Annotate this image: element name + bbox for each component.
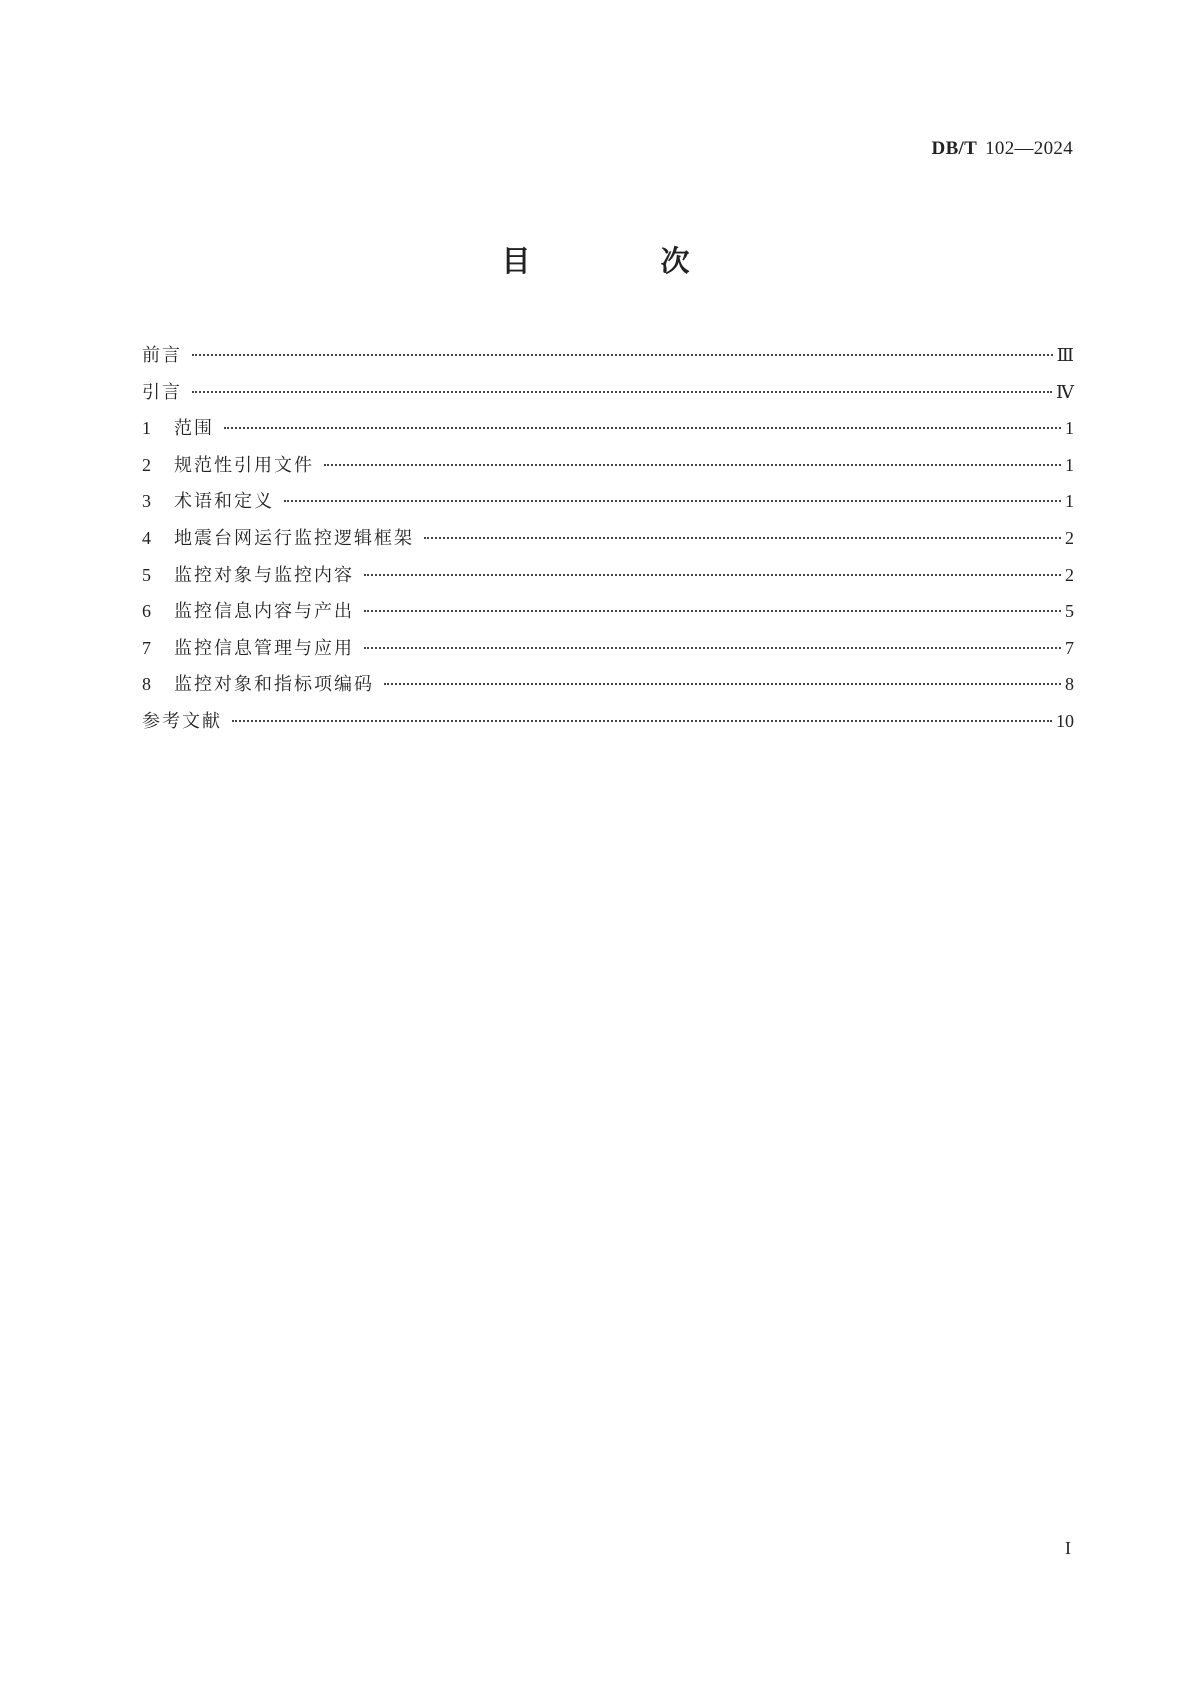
toc-entry-label: 引言 [142,381,182,403]
document-code [932,138,1073,160]
toc-entry-scope[interactable] [142,414,1074,451]
toc-entry-label: 参考文献 [142,710,222,732]
toc-dot-leader [364,574,1061,576]
toc-dot-leader [192,354,1053,356]
toc-entry-page: 1 [1065,454,1074,475]
toc-dot-leader [364,647,1061,649]
toc-entry-number: 8 [142,674,151,695]
document-code-number: 102—2024 [985,138,1073,159]
toc-entry-page: 2 [1065,564,1074,585]
toc-list [142,341,1074,744]
toc-dot-leader [192,391,1052,393]
toc-entry-label: 监控信息管理与应用 [174,637,354,659]
toc-entry-label: 范围 [174,418,214,440]
toc-entry-number: 7 [142,637,151,658]
toc-entry-page: Ⅲ [1056,345,1074,365]
toc-entry-logic-framework[interactable] [142,524,1074,561]
toc-entry-number: 4 [142,527,151,548]
toc-entry-label: 监控信息内容与产出 [174,601,354,623]
page-number: I [1065,1538,1071,1558]
toc-entry-monitoring-objects[interactable] [142,561,1074,598]
toc-entry-foreword[interactable] [142,341,1074,378]
toc-entry-information-output[interactable] [142,597,1074,634]
toc-dot-leader [384,683,1061,685]
toc-entry-page: 10 [1056,710,1074,731]
toc-entry-label: 前言 [142,345,182,366]
toc-dot-leader [232,720,1052,722]
toc-entry-label: 监控对象与监控内容 [174,564,354,586]
toc-entry-page: 8 [1065,674,1074,695]
toc-entry-page: 7 [1065,637,1074,658]
toc-entry-coding[interactable] [142,670,1074,707]
toc-entry-label: 规范性引用文件 [174,454,314,476]
toc-dot-leader [284,500,1061,502]
toc-entry-bibliography[interactable] [142,707,1074,744]
toc-dot-leader [324,464,1061,466]
toc-entry-number: 6 [142,601,151,622]
toc-entry-introduction[interactable] [142,378,1074,415]
toc-dot-leader [424,537,1061,539]
toc-title: 目 次 [501,244,750,278]
toc-entry-number: 1 [142,418,151,439]
toc-entry-label: 术语和定义 [174,491,274,513]
toc-entry-information-management[interactable] [142,634,1074,671]
toc-entry-number: 3 [142,491,151,512]
toc-entry-page: 1 [1065,491,1074,512]
toc-entry-page: Ⅳ [1056,381,1074,402]
document-code-prefix: DB/T [931,138,978,159]
toc-dot-leader [364,610,1061,612]
toc-entry-terms-definitions[interactable] [142,487,1074,524]
toc-dot-leader [224,427,1061,429]
toc-entry-page: 1 [1065,418,1074,439]
toc-entry-label: 监控对象和指标项编码 [174,674,374,696]
toc-entry-label: 地震台网运行监控逻辑框架 [174,527,414,549]
toc-entry-page: 5 [1065,601,1074,622]
toc-entry-number: 5 [142,564,151,585]
toc-entry-page: 2 [1065,527,1074,548]
toc-entry-number: 2 [142,454,151,475]
toc-entry-normative-references[interactable] [142,451,1074,488]
